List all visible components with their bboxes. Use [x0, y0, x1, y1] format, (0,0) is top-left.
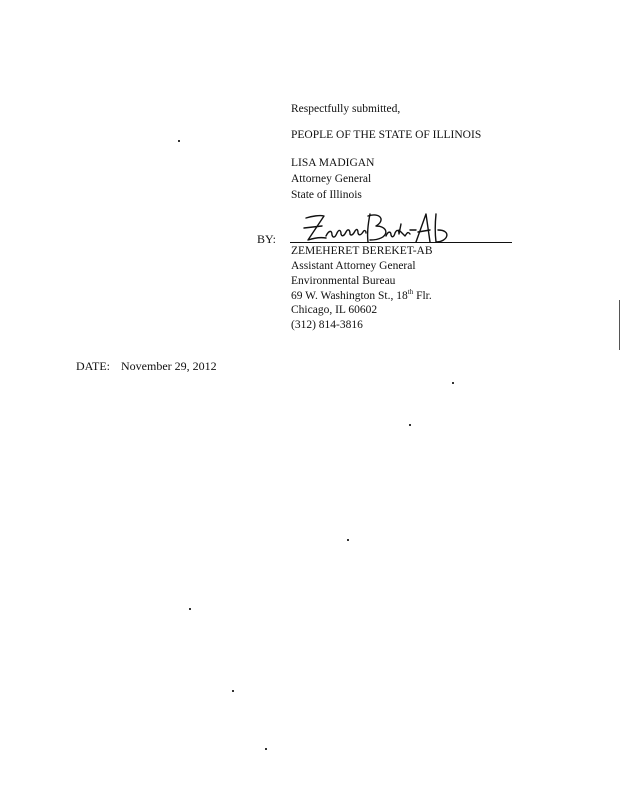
scan-speck: [189, 608, 191, 610]
attorney-general-state: State of Illinois: [291, 189, 362, 201]
scan-speck: [178, 140, 180, 142]
address-city: Chicago, IL 60602: [291, 304, 378, 316]
address-floor: Flr.: [413, 290, 432, 302]
date-value: November 29, 2012: [121, 359, 217, 373]
attorney-general-title: Attorney General: [291, 173, 372, 185]
party-name: PEOPLE OF THE STATE OF ILLINOIS: [291, 129, 482, 141]
bureau-name: Environmental Bureau: [291, 275, 396, 287]
date-label: DATE:: [76, 359, 110, 373]
respectfully-submitted: Respectfully submitted,: [291, 103, 401, 115]
attorney-general-name: LISA MADIGAN: [291, 157, 375, 169]
scan-speck: [452, 382, 454, 384]
phone-number: (312) 814-3816: [291, 319, 363, 331]
signature-line: [290, 242, 512, 243]
signer-name: ZEMEHERET BEREKET-AB: [291, 245, 433, 257]
handwritten-signature: [298, 210, 458, 250]
by-label: BY:: [257, 232, 276, 246]
scan-speck: [232, 690, 234, 692]
address-street: [291, 288, 432, 303]
address-floor-suffix: th: [407, 288, 414, 297]
scan-speck: [409, 424, 411, 426]
address-street-text: 69 W. Washington St., 18: [291, 290, 408, 302]
scan-edge-mark: [619, 300, 620, 350]
signer-title: Assistant Attorney General: [291, 260, 416, 272]
scan-speck: [347, 539, 349, 541]
scan-speck: [265, 748, 267, 750]
